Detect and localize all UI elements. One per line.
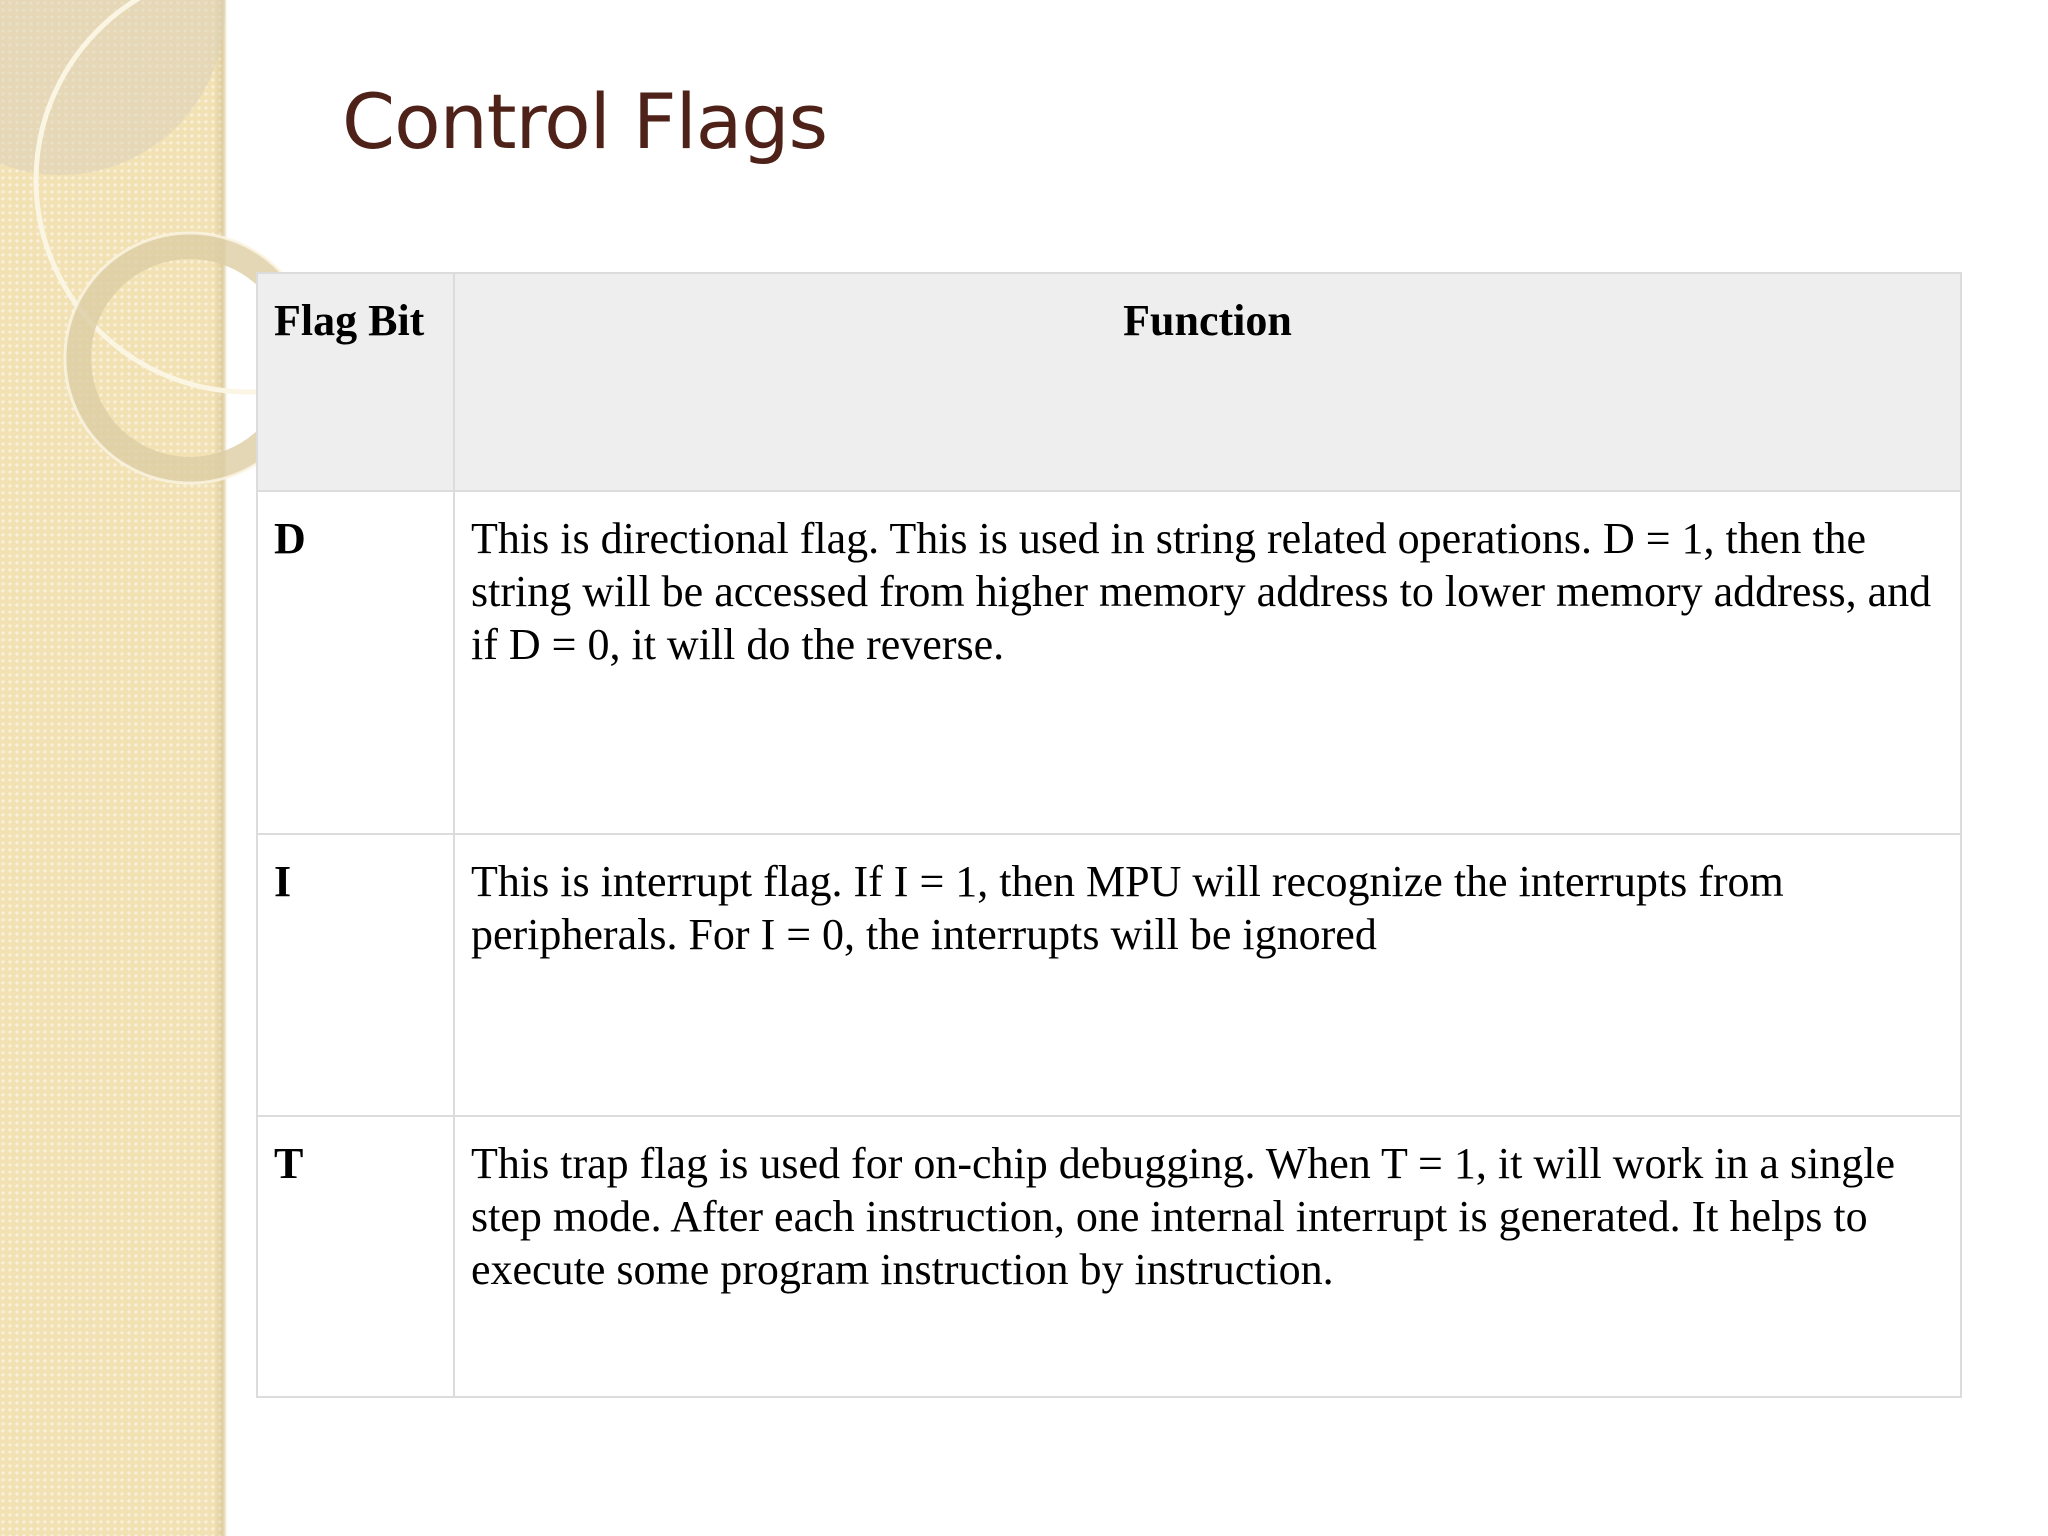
function-cell-i: This is interrupt flag. If I = 1, then MPU will recognize the interrupts from peripherals. For I = 0, the interrupts will be ignored bbox=[454, 834, 1961, 1116]
function-cell-d: This is directional flag. This is used in string related operations. D = 1, then the string will be accessed from higher memory address to lower memory address, and if D = 0, it will do the reverse. bbox=[454, 491, 1961, 834]
table-row bbox=[257, 491, 1961, 834]
flag-cell-d: D bbox=[257, 491, 454, 834]
flag-cell-i: I bbox=[257, 834, 454, 1116]
header-function: Function bbox=[454, 273, 1961, 491]
flag-cell-t: T bbox=[257, 1116, 454, 1397]
header-flag-bit: Flag Bit bbox=[257, 273, 454, 491]
slide-title: Control Flags bbox=[342, 77, 828, 166]
table-row bbox=[257, 834, 1961, 1116]
table-row bbox=[257, 1116, 1961, 1397]
decorative-rings bbox=[0, 0, 300, 520]
table-header-row bbox=[257, 273, 1961, 491]
shaded-disc bbox=[0, 0, 225, 175]
function-cell-t: This trap flag is used for on-chip debugging. When T = 1, it will work in a single step mode. After each instruction, one internal interrupt is generated. It helps to execute some program instruction by instruction. bbox=[454, 1116, 1961, 1397]
control-flags-table bbox=[256, 272, 1962, 1398]
